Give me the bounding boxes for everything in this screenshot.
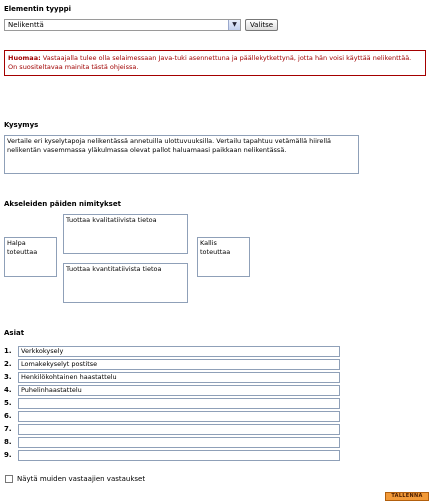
item-number: 9. [4, 451, 12, 459]
item-input-3[interactable]: Henkilökohtainen haastattelu [18, 372, 340, 383]
element-type-selected-value: Nelikenttä [8, 21, 44, 29]
question-textarea[interactable]: Vertaile eri kyselytapoja nelikentässä annetuilla ulottuvuuksilla. Vertailu tapahtuu vetämällä hiirellä nelikentän vasemmassa yläkulmassa olevat pallot haluamaasi paikkaan nelikentässä. [4, 135, 359, 174]
question-heading: Kysymys [4, 121, 39, 129]
item-input-7[interactable] [18, 424, 340, 435]
element-type-select[interactable] [4, 19, 241, 31]
items-heading: Asiat [4, 329, 25, 337]
axis-bottom-input[interactable]: Tuottaa kvantitatiivista tietoa [63, 263, 188, 303]
axis-left-input[interactable]: Halpa toteuttaa [4, 237, 57, 277]
save-button[interactable]: TALLENNA [385, 492, 429, 501]
element-type-heading: Elementin tyyppi [4, 5, 72, 13]
item-number: 7. [4, 425, 12, 433]
notice-text: Vastaajalla tulee olla selaimessaan Java-tuki asennettuna ja päällekytkettynä, jotta hän voisi käyttää nelikenttää. On suositeltavaa mainita tästä ohjeissa. [8, 54, 412, 71]
show-others-label: Näytä muiden vastaajien vastaukset [17, 475, 146, 483]
java-notice [4, 50, 426, 76]
item-number: 3. [4, 373, 12, 381]
choose-type-button[interactable]: Valitse [245, 19, 278, 31]
axis-top-input[interactable]: Tuottaa kvalitatiivista tietoa [63, 214, 188, 254]
item-number: 5. [4, 399, 12, 407]
item-input-6[interactable] [18, 411, 340, 422]
item-number: 2. [4, 360, 12, 368]
show-others-checkbox[interactable] [5, 475, 13, 483]
axis-right-input[interactable]: Kallis toteuttaa [197, 237, 250, 277]
item-input-2[interactable]: Lomakekyselyt postitse [18, 359, 340, 370]
item-number: 1. [4, 347, 12, 355]
item-input-1[interactable]: Verkkokysely [18, 346, 340, 357]
notice-label: Huomaa: [8, 54, 41, 62]
axes-heading: Akseleiden päiden nimitykset [4, 200, 121, 208]
item-input-4[interactable]: Puhelinhaastattelu [18, 385, 340, 396]
item-number: 4. [4, 386, 12, 394]
item-number: 6. [4, 412, 12, 420]
item-input-9[interactable] [18, 450, 340, 461]
item-input-8[interactable] [18, 437, 340, 448]
chevron-down-icon[interactable]: ▼ [228, 20, 240, 30]
item-number: 8. [4, 438, 12, 446]
item-input-5[interactable] [18, 398, 340, 409]
